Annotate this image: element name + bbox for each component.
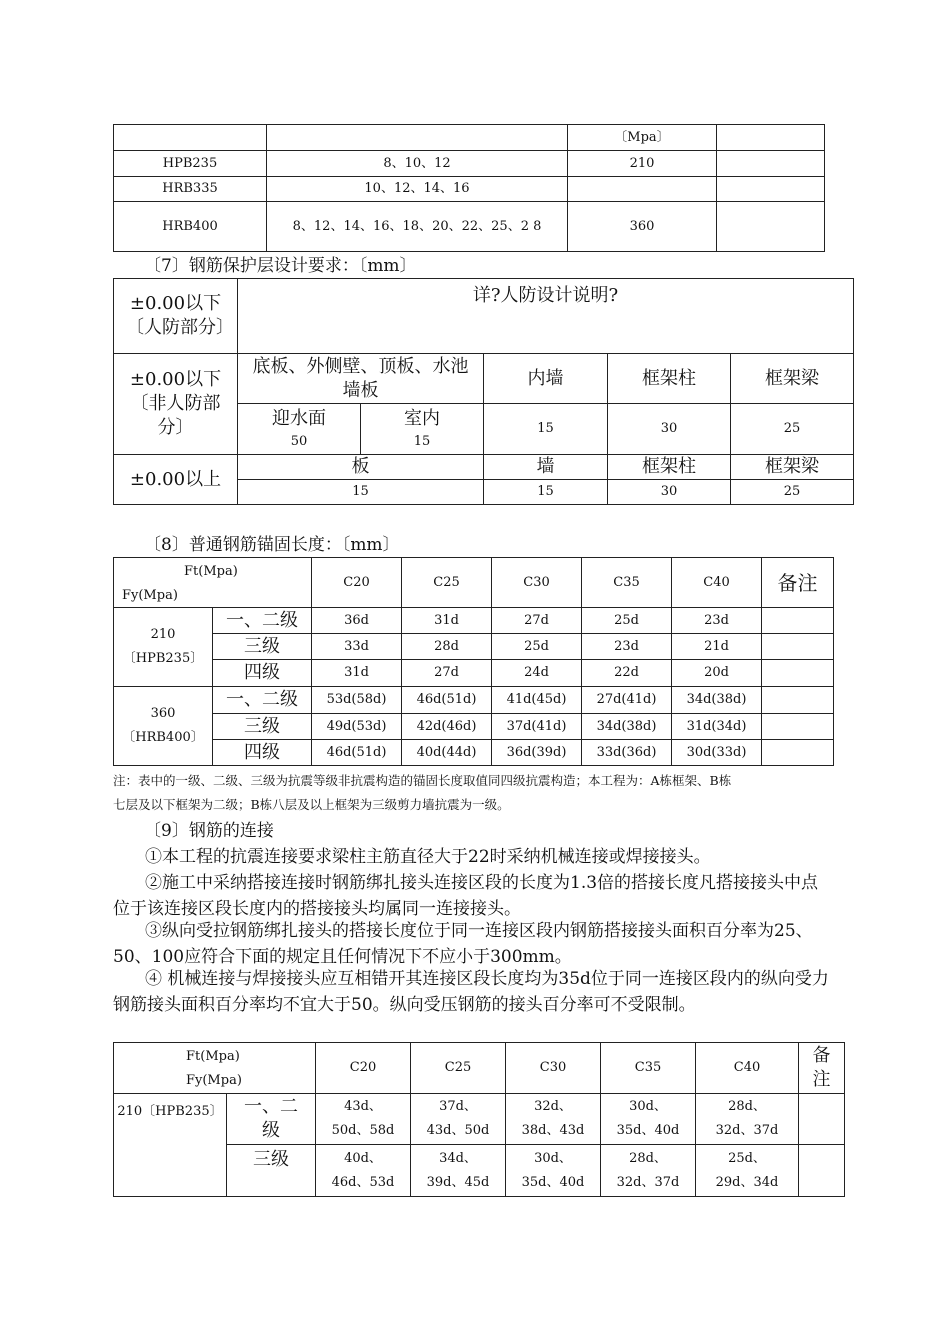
remark-header: 备注: [799, 1043, 845, 1094]
grade-header: C25: [411, 1043, 506, 1094]
cell-value: 25: [731, 404, 854, 455]
cover-thickness-table: [113, 278, 854, 505]
column-header: 底板、外侧壁、顶板、水池墙板: [238, 354, 484, 404]
table-cell: [762, 634, 834, 660]
steel-grade-table: [113, 124, 825, 252]
group-label: 210〔HPB235〕: [114, 1094, 227, 1197]
seismic-level: 三级: [213, 634, 312, 660]
cell-value: 15: [484, 404, 608, 455]
table-cell: 32d、38d、43d: [506, 1094, 601, 1145]
table-cell: 210: [568, 151, 717, 177]
table-cell: 23d: [672, 608, 762, 634]
table-cell: 37d、43d、50d: [411, 1094, 506, 1145]
grade-header: C35: [601, 1043, 696, 1094]
anchorage-length-table: [113, 557, 834, 766]
ft-label: Ft(Mpa): [184, 564, 238, 579]
table-cell: HPB235: [114, 151, 267, 177]
table-cell: [267, 125, 568, 151]
seismic-level: 三级: [227, 1145, 316, 1197]
table-cell: 31d(34d): [672, 714, 762, 740]
table-cell: 360: [568, 202, 717, 252]
table-cell: 28d: [402, 634, 492, 660]
cell-value: 30: [608, 480, 731, 505]
table-cell: 28d、32d、37d: [696, 1094, 799, 1145]
table-cell: [762, 608, 834, 634]
table-cell: [717, 202, 825, 252]
ft-label: Ft(Mpa): [186, 1049, 240, 1064]
grade-header: C30: [506, 1043, 601, 1094]
grade-header: C20: [312, 558, 402, 608]
grade-header: C30: [492, 558, 582, 608]
table-cell: [762, 714, 834, 740]
table-cell: 43d、50d、58d: [316, 1094, 411, 1145]
grade-header: C40: [672, 558, 762, 608]
row-label: ±0.00以下〔非人防部分〕: [114, 354, 238, 455]
table-cell: 30d(33d): [672, 740, 762, 766]
table-cell: [762, 740, 834, 766]
table-cell: HRB400: [114, 202, 267, 252]
table-cell: 34d(38d): [582, 714, 672, 740]
table-cell: 22d: [582, 660, 672, 687]
table-cell: 24d: [492, 660, 582, 687]
cell-value: 15: [238, 480, 484, 505]
table-cell: 25d: [582, 608, 672, 634]
paragraph-3: ③纵向受拉钢筋绑扎接头的搭接长度位于同一连接区段内钢筋搭接接头面积百分率为25、50、100应符合下面的规定且任何情况下不应小于300mm。: [113, 921, 813, 967]
seismic-level: 一、二级: [213, 608, 312, 634]
seismic-level: 一、二级: [213, 687, 312, 714]
column-header: 框架柱: [608, 354, 731, 404]
table-cell: 36d: [312, 608, 402, 634]
table-cell: HRB335: [114, 177, 267, 202]
paragraph-1: ①本工程的抗震连接要求梁柱主筋直径大于22时采纳机械连接或焊接接头。: [145, 847, 711, 867]
table-cell: 25d: [492, 634, 582, 660]
table-cell: 10、12、14、16: [267, 177, 568, 202]
group-label: 360〔HRB400〕: [114, 687, 213, 766]
table-cell: 49d(53d): [312, 714, 402, 740]
table-cell: 41d(45d): [492, 687, 582, 714]
table-cell: [717, 177, 825, 202]
table-cell: 27d: [402, 660, 492, 687]
table-cell: 42d(46d): [402, 714, 492, 740]
table-cell: 46d(51d): [402, 687, 492, 714]
table-cell: 8、12、14、16、18、20、22、25、2 8: [267, 202, 568, 252]
corner-header: [114, 1043, 316, 1094]
seismic-level: 四级: [213, 660, 312, 687]
table-cell: [762, 687, 834, 714]
column-header: 框架梁: [731, 455, 854, 480]
grade-header: C40: [696, 1043, 799, 1094]
table-cell: 30d、35d、40d: [601, 1094, 696, 1145]
table-cell: 31d: [402, 608, 492, 634]
table-cell: 28d、32d、37d: [601, 1145, 696, 1197]
table-cell: [238, 404, 361, 455]
section-9-title: 〔9〕钢筋的连接: [144, 821, 274, 841]
group-label: 210〔HPB235〕: [114, 608, 213, 687]
remark-header: 备注: [762, 558, 834, 608]
table-cell: 46d(51d): [312, 740, 402, 766]
anchorage-note-line-1: 注：表中的一级、二级、三级为抗震等级非抗震构造的锚固长度取值同四级抗震构造；本工程为：A栋框架、B栋: [113, 773, 732, 788]
table-cell: [361, 404, 484, 455]
table-cell: 21d: [672, 634, 762, 660]
fy-label: Fy(Mpa): [122, 588, 178, 603]
table-cell: [799, 1094, 845, 1145]
table-cell: 25d、29d、34d: [696, 1145, 799, 1197]
cell-value: 50: [290, 434, 308, 449]
column-header: 板: [238, 455, 484, 480]
table-cell: [114, 125, 267, 151]
column-header: 内墙: [484, 354, 608, 404]
table-cell: 37d(41d): [492, 714, 582, 740]
anchorage-note-line-2: 七层及以下框架为二级；B栋八层及以上框架为三级剪力墙抗震为一级。: [113, 797, 510, 812]
paragraph-4: ④ 机械连接与焊接接头应互相错开其连接区段长度均为35d位于同一连接区段内的纵向受力钢筋接头面积百分率均不宜大于50。纵向受压钢筋的接头百分率可不受限制。: [113, 969, 829, 1015]
table-cell: [568, 177, 717, 202]
table-cell: [762, 660, 834, 687]
table-cell: 40d、46d、53d: [316, 1145, 411, 1197]
cell-value: 15: [413, 434, 431, 449]
table-header-unit: 〔Mpa〕: [568, 125, 717, 151]
seismic-level: 一、二级: [227, 1094, 316, 1145]
column-header: 墙: [484, 455, 608, 480]
table-cell: 30d、35d、40d: [506, 1145, 601, 1197]
table-cell: [717, 125, 825, 151]
table-cell: 36d(39d): [492, 740, 582, 766]
table-cell: 23d: [582, 634, 672, 660]
civil-defense-note: 详?人防设计说明?: [238, 279, 854, 354]
paragraph-2: ②施工中采纳搭接连接时钢筋绑扎接头连接区段的长度为1.3倍的搭接长度凡搭接接头中点位于该连接区段长度内的搭接接头均属同一连接接头。: [113, 873, 819, 919]
fy-label: Fy(Mpa): [186, 1073, 242, 1088]
table-cell: [717, 151, 825, 177]
table-cell: 53d(58d): [312, 687, 402, 714]
seismic-level: 四级: [213, 740, 312, 766]
section-7-title: 〔7〕钢筋保护层设计要求：〔mm〕: [144, 256, 417, 276]
lap-length-table: [113, 1042, 845, 1197]
table-cell: 8、10、12: [267, 151, 568, 177]
table-cell: 40d(44d): [402, 740, 492, 766]
table-cell: 33d: [312, 634, 402, 660]
cell-value: 25: [731, 480, 854, 505]
corner-header: [114, 558, 312, 608]
table-cell: 20d: [672, 660, 762, 687]
row-label: ±0.00以下〔人防部分〕: [114, 279, 238, 354]
grade-header: C20: [316, 1043, 411, 1094]
section-8-title: 〔8〕普通钢筋锚固长度：〔mm〕: [144, 535, 400, 555]
grade-header: C25: [402, 558, 492, 608]
seismic-level: 三级: [213, 714, 312, 740]
table-cell: 31d: [312, 660, 402, 687]
column-header: 框架柱: [608, 455, 731, 480]
cell-label: 迎水面: [272, 408, 326, 430]
table-cell: 33d(36d): [582, 740, 672, 766]
row-label: ±0.00以上: [114, 455, 238, 505]
table-cell: 34d(38d): [672, 687, 762, 714]
cell-value: 15: [484, 480, 608, 505]
grade-header: C35: [582, 558, 672, 608]
column-header: 框架梁: [731, 354, 854, 404]
cell-value: 30: [608, 404, 731, 455]
table-cell: 27d: [492, 608, 582, 634]
table-cell: [799, 1145, 845, 1197]
table-cell: 27d(41d): [582, 687, 672, 714]
table-cell: 34d、39d、45d: [411, 1145, 506, 1197]
cell-label: 室内: [404, 408, 440, 430]
